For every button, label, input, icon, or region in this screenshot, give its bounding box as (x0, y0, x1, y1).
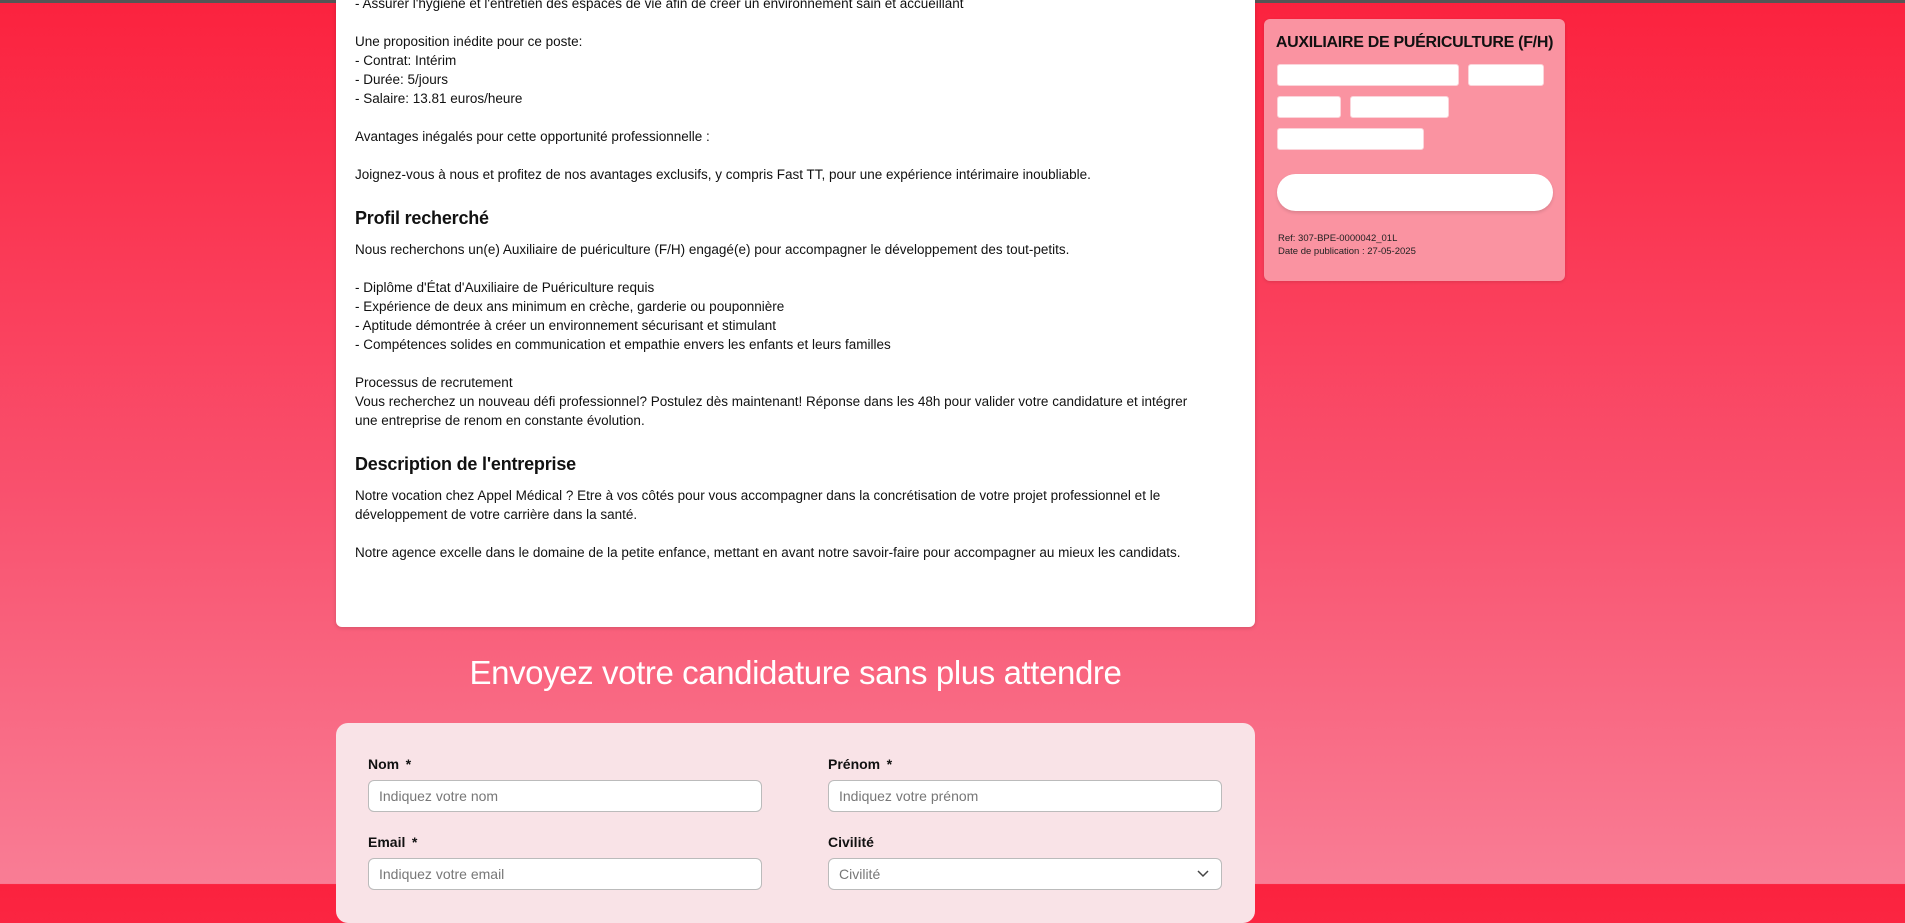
prenom-label-text: Prénom (828, 756, 881, 772)
blank-line (355, 146, 1245, 165)
civilite-selected-value: Civilité (839, 866, 881, 882)
chevron-down-icon (1197, 867, 1209, 879)
nom-label (368, 756, 411, 772)
email-input[interactable] (368, 858, 762, 890)
required-mark: * (411, 834, 417, 850)
email-label (368, 834, 417, 850)
profile-section (355, 240, 1245, 430)
text-line: - Contrat: Intérim (355, 53, 457, 68)
text-line: développement de votre carrière dans la santé. (355, 507, 638, 522)
blank-line (355, 524, 1245, 543)
text-line: - Expérience de deux ans minimum en crèche, garderie ou pouponnière (355, 299, 785, 314)
required-mark: * (886, 756, 892, 772)
text-line: une entreprise de renom en constante évolution. (355, 413, 645, 428)
profile-heading: Profil recherché (355, 208, 489, 228)
nom-input[interactable] (368, 780, 762, 812)
text-line: - Aptitude démontrée à créer un environnement sécurisant et stimulant (355, 318, 776, 333)
company-section (355, 486, 1245, 562)
blank-line (355, 13, 1245, 32)
civilite-select[interactable] (828, 858, 1222, 890)
email-label-text: Email (368, 834, 406, 850)
blank-line (355, 259, 1245, 278)
tag-placeholder (1277, 96, 1341, 118)
job-reference: Ref: 307-BPE-0000042_01L (1278, 233, 1398, 244)
nom-label-text: Nom (368, 756, 400, 772)
job-intro-section (355, 0, 1245, 184)
text-line: - Compétences solides en communication et empathie envers les enfants et leurs familles (355, 337, 891, 352)
text-line: Avantages inégalés pour cette opportunité professionnelle : (355, 129, 710, 144)
job-description-card (336, 0, 1255, 627)
tag-placeholder (1277, 128, 1424, 150)
tag-placeholder (1277, 64, 1459, 86)
application-form (336, 723, 1255, 923)
publication-date: Date de publication : 27-05-2025 (1278, 246, 1416, 257)
text-line: - Durée: 5/jours (355, 72, 449, 87)
text-line: - Assurer l'hygiène et l'entretien des espaces de vie afin de créer un environnement sain et accueillant (355, 0, 964, 11)
text-line: Notre agence excelle dans le domaine de la petite enfance, mettant en avant notre savoir-faire pour accompagner au mieux les candidats. (355, 545, 1181, 560)
tag-placeholder (1468, 64, 1544, 86)
tag-placeholder (1350, 96, 1449, 118)
application-heading: Envoyez votre candidature sans plus attendre (469, 654, 1122, 691)
job-summary-card (1264, 19, 1565, 281)
text-line: Une proposition inédite pour ce poste: (355, 34, 583, 49)
required-mark: * (405, 756, 411, 772)
text-line: Processus de recrutement (355, 375, 513, 390)
text-line: - Salaire: 13.81 euros/heure (355, 91, 523, 106)
text-line: Nous recherchons un(e) Auxiliaire de puériculture (F/H) engagé(e) pour accompagner le développement des tout-petits. (355, 242, 1070, 257)
job-title: AUXILIAIRE DE PUÉRICULTURE (F/H) (1275, 34, 1554, 51)
text-line: Vous recherchez un nouveau défi professionnel? Postulez dès maintenant! Réponse dans les 48h pour valider votre candidature et intégrer (355, 394, 1188, 409)
blank-line (355, 354, 1245, 373)
text-line: Notre vocation chez Appel Médical ? Etre à vos côtés pour vous accompagner dans la concrétisation de votre projet professionnel et le (355, 488, 1161, 503)
civilite-label: Civilité (828, 834, 874, 850)
text-line: - Diplôme d'État d'Auxiliaire de Puériculture requis (355, 280, 655, 295)
apply-button[interactable] (1277, 174, 1553, 211)
prenom-input[interactable] (828, 780, 1222, 812)
prenom-label (828, 756, 892, 772)
company-heading: Description de l'entreprise (355, 454, 576, 474)
blank-line (355, 108, 1245, 127)
job-description-content (355, 0, 1245, 562)
text-line: Joignez-vous à nous et profitez de nos avantages exclusifs, y compris Fast TT, pour une expérience intérimaire inoubliable. (355, 167, 1091, 182)
